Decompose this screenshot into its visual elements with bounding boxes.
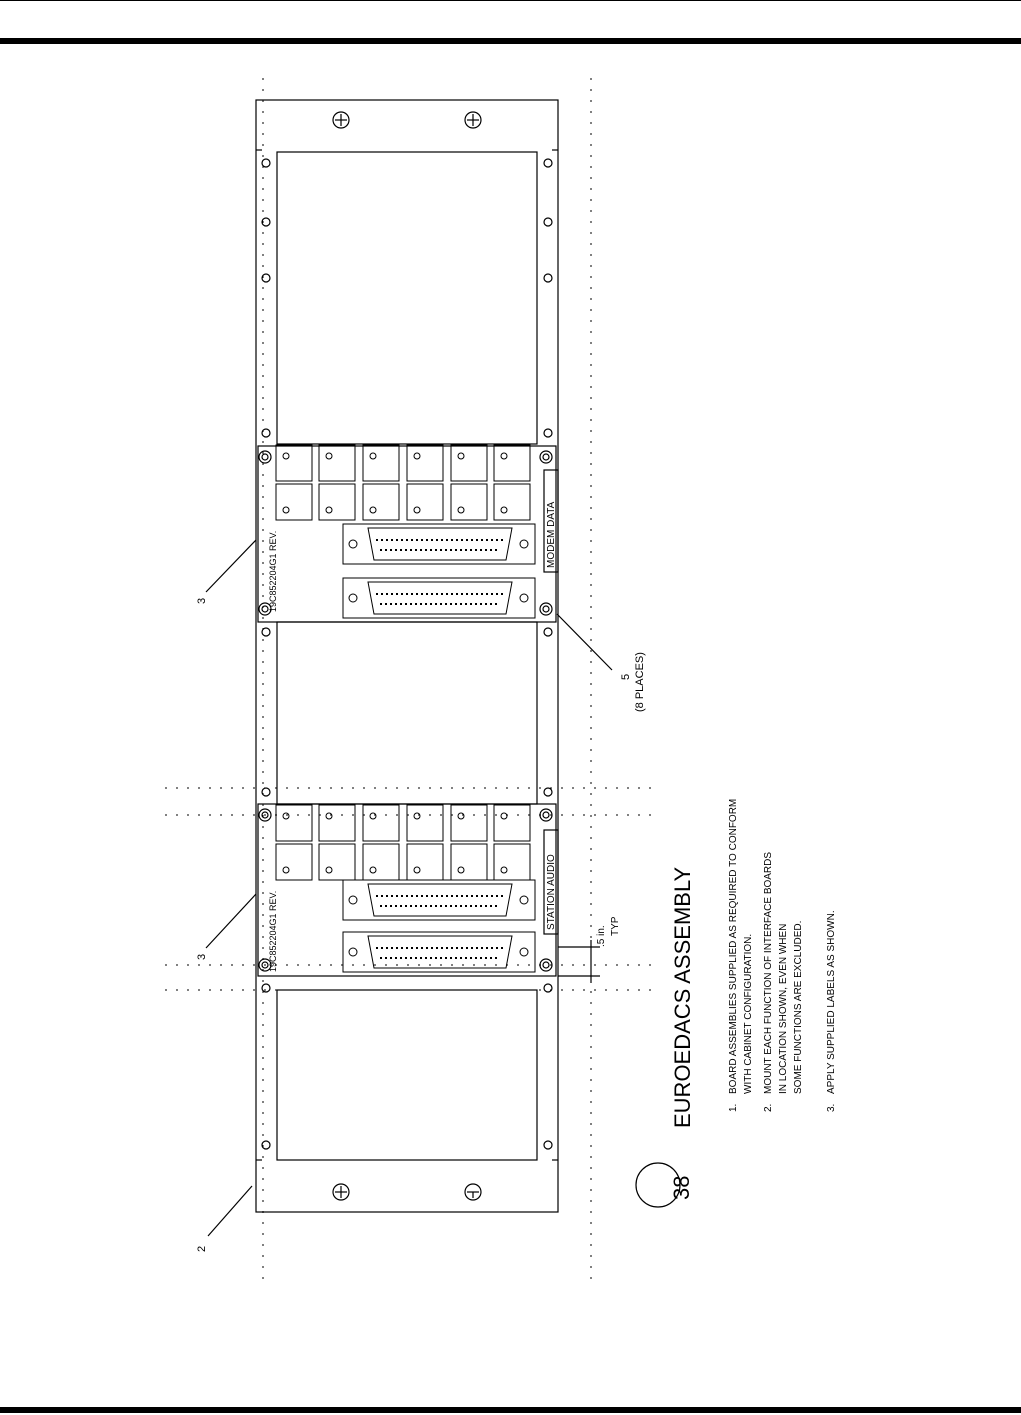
callout-board-upper: 3: [196, 597, 208, 604]
dimension-qualifier: TYP: [610, 916, 621, 936]
board-screws: [259, 451, 552, 971]
bay-bottom: [277, 990, 537, 1160]
dsub-pins: [376, 540, 504, 958]
callout-screw: 5: [620, 673, 632, 680]
figure-number: 38: [669, 1175, 694, 1200]
note-1-line-2: WITH CABINET CONFIGURATION.: [743, 933, 754, 1094]
note-2-line-3: SOME FUNCTIONS ARE EXCLUDED.: [793, 920, 804, 1094]
mounting-screws: [333, 112, 481, 1200]
frame-outline: [256, 100, 558, 1212]
guide-lines: [165, 78, 655, 1280]
leader-screw: [557, 614, 612, 670]
note-2-line-1: MOUNT EACH FUNCTION OF INTERFACE BOARDS: [763, 851, 774, 1094]
bay-top: [277, 152, 537, 444]
note-3-line-1: APPLY SUPPLIED LABELS AS SHOWN.: [826, 910, 837, 1094]
dimension-marker: [558, 940, 600, 983]
rj-modules-board-1: [276, 445, 530, 520]
note-1-number: 1.: [728, 1103, 739, 1112]
rj-modules-board-2: [276, 805, 530, 880]
callout-board-lower: 3: [196, 953, 208, 960]
callout-screw-places: (8 PLACES): [634, 652, 646, 712]
board-1-part-number: 19C852204G1 REV.: [268, 530, 278, 612]
note-3-number: 3.: [826, 1103, 837, 1112]
callout-frame: 2: [196, 1245, 208, 1252]
frame-holes: [262, 159, 552, 1149]
dimension-value: .5 in.: [596, 925, 607, 947]
board-2-part-number: 19C852204G1 REV.: [268, 890, 278, 972]
note-1-line-1: BOARD ASSEMBLIES SUPPLIED AS REQUIRED TO CONFORM: [728, 798, 739, 1094]
bay-middle: [277, 622, 537, 804]
note-2-number: 2.: [763, 1103, 774, 1112]
note-2-line-2: IN LOCATION SHOWN, EVEN WHEN: [778, 923, 789, 1094]
leader-board-1: [206, 540, 256, 592]
board-2-label: STATION AUDIO: [546, 854, 557, 930]
dsub-connectors: [343, 524, 535, 972]
board-1-label: MODEM DATA: [546, 501, 557, 568]
drawing-title: EUROEDACS ASSEMBLY: [670, 866, 695, 1128]
leader-frame: [208, 1186, 252, 1236]
leader-board-2: [206, 894, 256, 948]
